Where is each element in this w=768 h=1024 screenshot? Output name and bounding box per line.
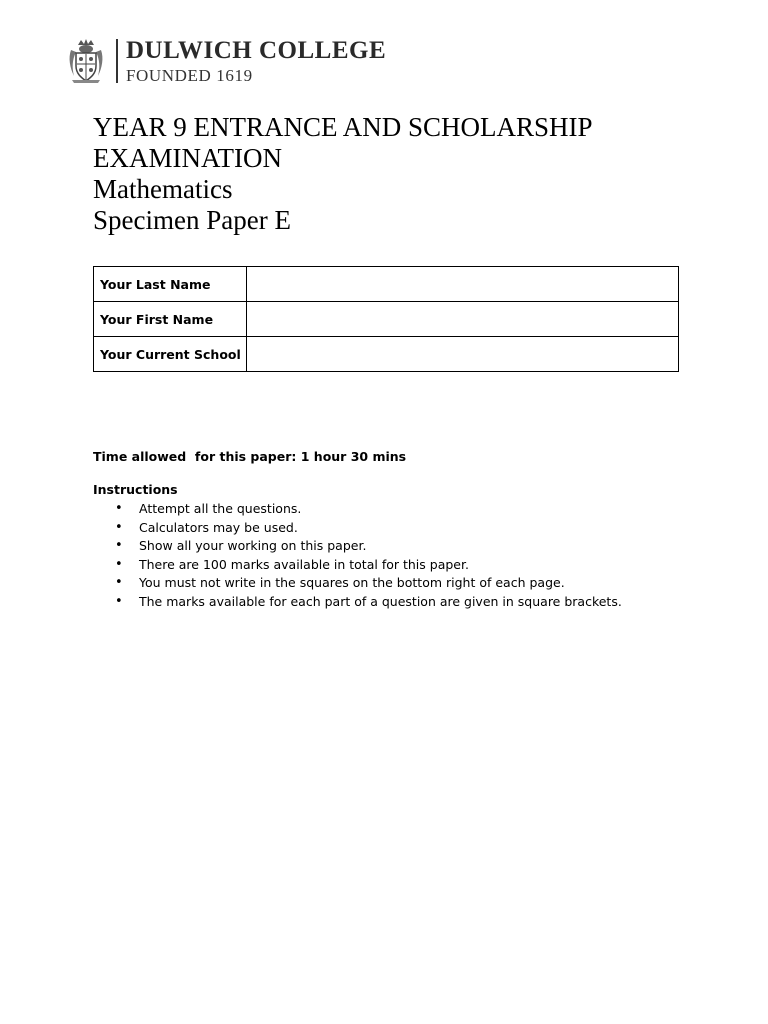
bullet-icon: • <box>115 575 123 591</box>
header-divider <box>116 39 118 83</box>
instruction-text: Attempt all the questions. <box>139 501 302 516</box>
list-item <box>93 556 622 575</box>
first-name-label: Your First Name <box>94 302 247 337</box>
instruction-text: You must not write in the squares on the bottom right of each page. <box>139 575 565 591</box>
list-item <box>93 593 622 612</box>
school-crest-icon <box>68 38 104 84</box>
instruction-text: The marks available for each part of a question are given in square brackets. <box>139 593 622 609</box>
exam-title-block <box>93 112 693 236</box>
table-row <box>94 302 679 337</box>
instruction-text: There are 100 marks available in total for this paper. <box>139 556 469 572</box>
bullet-icon: • <box>115 556 123 572</box>
table-row <box>94 267 679 302</box>
bullet-icon: • <box>115 538 123 554</box>
exam-title-line2: EXAMINATION <box>93 143 282 173</box>
current-school-field[interactable] <box>247 337 679 372</box>
subject-title: Mathematics <box>93 174 233 204</box>
first-name-field[interactable] <box>247 302 679 337</box>
list-item <box>93 574 622 593</box>
time-allowed: Time allowed for this paper: 1 hour 30 mins <box>93 449 407 464</box>
instruction-text: Show all your working on this paper. <box>139 538 367 554</box>
last-name-label: Your Last Name <box>94 267 247 302</box>
brand-block <box>126 38 386 84</box>
exam-title-line1: YEAR 9 ENTRANCE AND SCHOLARSHIP <box>93 112 593 142</box>
school-header <box>68 36 386 86</box>
founded-year: FOUNDED 1619 <box>126 66 253 85</box>
instructions-heading: Instructions <box>93 482 178 497</box>
current-school-label: Your Current School <box>94 337 247 372</box>
candidate-details-table <box>93 266 679 372</box>
instruction-text: Calculators may be used. <box>139 519 298 535</box>
paper-title: Specimen Paper E <box>93 205 291 235</box>
school-name: DULWICH COLLEGE <box>126 37 387 64</box>
bullet-icon: • <box>115 501 123 516</box>
bullet-icon: • <box>115 593 123 609</box>
instructions-list <box>93 500 622 612</box>
list-item <box>93 500 622 519</box>
last-name-field[interactable] <box>247 267 679 302</box>
list-item <box>93 537 622 556</box>
table-row <box>94 337 679 372</box>
list-item <box>93 519 622 538</box>
bullet-icon: • <box>115 519 123 535</box>
